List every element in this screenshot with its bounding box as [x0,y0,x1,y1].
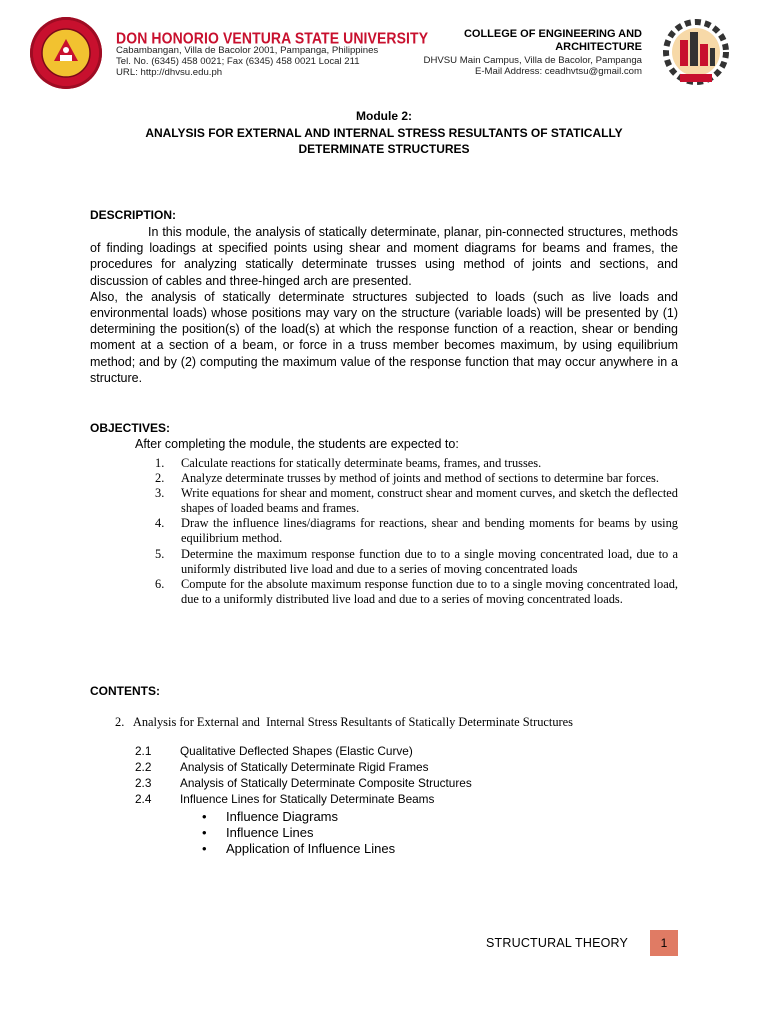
seal-emblem-icon [30,17,102,89]
list-item: • Influence Lines [202,825,395,841]
list-item: 2.2 Analysis of Statically Determinate Rigid Frames [135,760,429,774]
contents-main-item: 2. Analysis for External and Internal Stress Resultants of Statically Determinate Structures [115,715,573,729]
college-line-1: COLLEGE OF ENGINEERING AND [463,28,642,40]
description-heading: DESCRIPTION: [90,208,177,222]
description-paragraph-2: Also, the analysis of statically determinate structures subjected to loads (such as live loads and environmental loads) whose positions may vary on the structure (variable loads) will be presented by (1) determining the position(s) of the load(s) at which the response function of a reaction, shear or bending moment at a section of a beam, or force in a truss member becomes maximum, by using equilibrium method; and by (2) computing the maximum value of the response function that may occur anywhere in a structure. [90,289,678,385]
list-item: 2. Analyze determinate trusses by method of joints and method of sections to determine bar forces. [155,471,659,486]
list-item: 3. Write equations for shear and moment, construct shear and moment curves, and sketch the deflected shapes of loaded beams and frames. [155,486,678,516]
university-address: Cabambangan, Villa de Bacolor 2001, Pampanga, Philippines [116,45,379,56]
list-item: • Application of Influence Lines [202,841,395,857]
list-item: 2.3 Analysis of Statically Determinate Composite Structures [135,776,472,790]
college-logo [650,16,742,90]
module-title-line-1: ANALYSIS FOR EXTERNAL AND INTERNAL STRESS RESULTANTS OF STATICALLY [145,126,623,140]
list-item: 2.1 Qualitative Deflected Shapes (Elastic Curve) [135,744,413,758]
college-email[interactable]: E-Mail Address: ceadhvtsu@gmail.com [474,66,642,77]
module-title-line-2: DETERMINATE STRUCTURES [298,142,470,156]
university-phone: Tel. No. (6345) 458 0021; Fax (6345) 458 0021 Local 211 [116,56,360,67]
university-seal-logo [30,17,102,89]
objectives-list [155,456,678,607]
engineering-gear-icon [650,16,742,90]
list-item: • Influence Diagrams [202,809,395,825]
objectives-intro: After completing the module, the students are expected to: [135,437,459,451]
list-item: 2.4 Influence Lines for Statically Determinate Beams [135,792,435,806]
list-item: 1. Calculate reactions for statically determinate beams, frames, and trusses. [155,456,542,470]
list-item: 6. Compute for the absolute maximum response function due to to a single moving concentrated load, due to a uniformly distributed live load and due to a series of moving concentrated loads. [155,576,678,606]
footer-course-label: STRUCTURAL THEORY [486,936,629,950]
description-body [90,224,678,386]
objectives-heading: OBJECTIVES: [90,421,171,435]
list-item: 5. Determine the maximum response function due to to a single moving concentrated load, due to a uniformly distributed live load and due to a series of moving concentrated loads [155,546,678,576]
module-number: Module 2: [356,109,412,123]
list-item: 4. Draw the influence lines/diagrams for reactions, shear and bending moments for beams by using equilibrium method. [155,516,678,546]
description-paragraph-1: In this module, the analysis of statically determinate, planar, pin-connected structures, methods of finding loadings at specified points using shear and moment diagrams for beams and frames, the procedures for analyzing statically determinate trusses using method of joints and sections, and discussion of cables and three-hinged arch are presented. [90,225,678,288]
university-name: DON HONORIO VENTURA STATE UNIVERSITY [116,29,429,47]
college-campus: DHVSU Main Campus, Villa de Bacolor, Pampanga [423,55,642,66]
influence-bullets [202,809,395,857]
page-number-badge: 1 [650,930,678,956]
contents-heading: CONTENTS: [90,684,160,698]
contents-subsections [135,743,472,807]
college-line-2: ARCHITECTURE [555,41,642,53]
university-url[interactable]: URL: http://dhvsu.edu.ph [116,67,223,78]
college-name [382,28,642,54]
